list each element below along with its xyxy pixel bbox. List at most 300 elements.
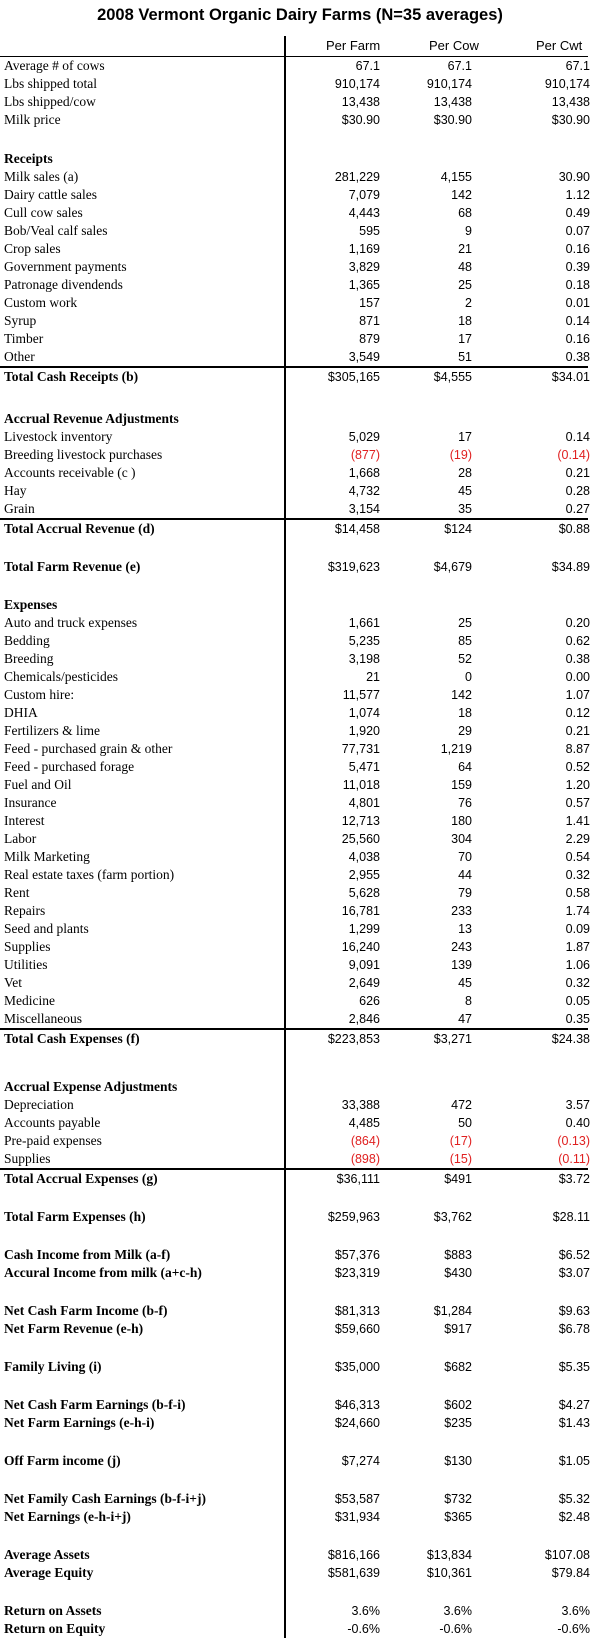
per-cow-value: 45 xyxy=(458,484,472,498)
row-label: Fertilizers & lime xyxy=(4,723,100,738)
per-cow-value: 28 xyxy=(458,466,472,480)
per-cow-value: 70 xyxy=(458,850,472,864)
per-cow-value: $4,679 xyxy=(433,560,472,574)
per-cwt-value: 1.06 xyxy=(565,958,590,972)
table-row xyxy=(0,168,600,186)
per-cow-value: 29 xyxy=(458,724,472,738)
per-farm-value: 67.1 xyxy=(355,59,380,73)
table-row xyxy=(0,1150,600,1168)
row-label: Rent xyxy=(4,885,30,900)
table-row xyxy=(0,1414,600,1432)
row-label: Fuel and Oil xyxy=(4,777,72,792)
row-label: Patronage divendends xyxy=(4,277,123,292)
per-cow-value: $491 xyxy=(444,1172,472,1186)
per-farm-value: 9,091 xyxy=(348,958,380,972)
per-cwt-value: 0.01 xyxy=(565,296,590,310)
per-cow-value: 142 xyxy=(451,688,472,702)
table-row xyxy=(0,204,600,222)
per-cwt-value: 0.40 xyxy=(565,1116,590,1130)
table-row xyxy=(0,111,600,129)
row-label: Bedding xyxy=(4,633,50,648)
per-cwt-value: 910,174 xyxy=(544,77,590,91)
per-cwt-value: $4.27 xyxy=(558,1398,590,1412)
per-farm-value: 12,713 xyxy=(341,814,380,828)
per-cwt-value: 0.20 xyxy=(565,616,590,630)
per-cwt-value: 1.20 xyxy=(565,778,590,792)
per-cwt-value: 3.57 xyxy=(565,1098,590,1112)
table-row xyxy=(0,1132,600,1150)
row-label: Supplies xyxy=(4,1151,51,1166)
table-row xyxy=(0,1490,600,1508)
table-row xyxy=(0,240,600,258)
per-farm-value: 4,038 xyxy=(348,850,380,864)
table-row xyxy=(0,93,600,111)
per-cow-value: 25 xyxy=(458,278,472,292)
per-cwt-value: 13,438 xyxy=(551,95,590,109)
per-cwt-value: $3.72 xyxy=(558,1172,590,1186)
table-row xyxy=(0,446,600,464)
per-cwt-value: 0.38 xyxy=(565,652,590,666)
per-cow-value: 9 xyxy=(465,224,472,238)
per-cow-value: $430 xyxy=(444,1266,472,1280)
table-row xyxy=(0,902,600,920)
per-cwt-value: (0.14) xyxy=(557,448,590,462)
table-row xyxy=(0,1396,600,1414)
per-cow-value: 17 xyxy=(458,332,472,346)
table-row xyxy=(0,1096,600,1114)
per-farm-value: 3,549 xyxy=(348,350,380,364)
per-cow-value: 25 xyxy=(458,616,472,630)
row-label: DHIA xyxy=(4,705,38,720)
per-cow-value: 910,174 xyxy=(426,77,472,91)
per-cow-value: $883 xyxy=(444,1248,472,1262)
per-farm-value: 4,801 xyxy=(348,796,380,810)
table-row xyxy=(0,1010,600,1028)
per-farm-value: 1,299 xyxy=(348,922,380,936)
per-farm-value: 281,229 xyxy=(334,170,380,184)
row-label: Off Farm income (j) xyxy=(4,1453,121,1468)
per-cow-value: $30.90 xyxy=(433,113,472,127)
per-farm-value: 157 xyxy=(359,296,380,310)
per-farm-value: 2,846 xyxy=(348,1012,380,1026)
row-label: Cash Income from Milk (a-f) xyxy=(4,1247,171,1262)
per-farm-value: 1,661 xyxy=(348,616,380,630)
per-farm-value: $581,639 xyxy=(327,1566,380,1580)
row-label: Other xyxy=(4,349,35,364)
row-label: Crop sales xyxy=(4,241,61,256)
row-label: Milk price xyxy=(4,112,61,127)
per-cwt-value: 0.49 xyxy=(565,206,590,220)
row-label: Net Cash Farm Earnings (b-f-i) xyxy=(4,1397,186,1412)
table-row xyxy=(0,294,600,312)
per-cow-value: $10,361 xyxy=(426,1566,472,1580)
per-farm-value: 77,731 xyxy=(341,742,380,756)
per-cow-value: 51 xyxy=(458,350,472,364)
per-farm-value: 11,018 xyxy=(342,778,380,792)
table-row xyxy=(0,650,600,668)
table-row xyxy=(0,428,600,446)
per-farm-value: 3,154 xyxy=(348,502,380,516)
per-farm-value: 13,438 xyxy=(341,95,380,109)
table-row xyxy=(0,992,600,1010)
per-farm-value: -0.6% xyxy=(347,1622,380,1636)
row-label: Accounts receivable (c ) xyxy=(4,465,136,480)
per-farm-value: 3,198 xyxy=(348,652,380,666)
row-label: Labor xyxy=(4,831,37,846)
per-cow-value: 85 xyxy=(458,634,472,648)
row-label: Accounts payable xyxy=(4,1115,101,1130)
per-cwt-value: 0.62 xyxy=(565,634,590,648)
per-cow-value: 35 xyxy=(458,502,472,516)
per-cwt-value: 0.39 xyxy=(565,260,590,274)
table-row xyxy=(0,1620,600,1638)
per-farm-value: 11,577 xyxy=(342,688,380,702)
per-farm-value: 1,668 xyxy=(348,466,380,480)
per-cwt-value: 0.16 xyxy=(565,242,590,256)
row-label: Syrup xyxy=(4,313,37,328)
per-cwt-value: $5.35 xyxy=(558,1360,590,1374)
per-cwt-value: $30.90 xyxy=(551,113,590,127)
per-cow-value: 3.6% xyxy=(443,1604,472,1618)
row-label: Custom hire: xyxy=(4,687,75,702)
per-farm-value: 5,029 xyxy=(348,430,380,444)
per-cow-value: $124 xyxy=(444,522,472,536)
per-farm-value: 3.6% xyxy=(351,1604,380,1618)
per-cow-value: 8 xyxy=(465,994,472,1008)
per-cwt-value: $24.38 xyxy=(551,1032,590,1046)
table-row xyxy=(0,776,600,794)
per-cow-value: 52 xyxy=(458,652,472,666)
row-label: Net Family Cash Earnings (b-f-i+j) xyxy=(4,1491,206,1506)
per-cwt-value: 1.87 xyxy=(565,940,590,954)
row-label: Supplies xyxy=(4,939,51,954)
per-farm-value: $31,934 xyxy=(334,1510,380,1524)
per-farm-value: 4,443 xyxy=(348,206,380,220)
table-row xyxy=(0,500,600,518)
per-farm-value: 4,485 xyxy=(348,1116,380,1130)
per-cwt-value: 30.90 xyxy=(558,170,590,184)
per-cwt-value: 1.41 xyxy=(565,814,590,828)
per-cow-value: 64 xyxy=(458,760,472,774)
per-farm-value: 879 xyxy=(359,332,380,346)
table-row xyxy=(0,668,600,686)
table-row xyxy=(0,704,600,722)
table-row xyxy=(0,1320,600,1338)
table-row xyxy=(0,938,600,956)
table-row xyxy=(0,1302,600,1320)
table-row xyxy=(0,330,600,348)
page-title: 2008 Vermont Organic Dairy Farms (N=35 averages) xyxy=(97,6,503,24)
row-label: Interest xyxy=(4,813,45,828)
per-farm-value: $259,963 xyxy=(327,1210,380,1224)
row-label: Bob/Veal calf sales xyxy=(4,223,108,238)
row-label: Total Farm Revenue (e) xyxy=(4,559,141,574)
table-row xyxy=(0,1564,600,1582)
table-row xyxy=(0,482,600,500)
table-row xyxy=(0,348,600,366)
row-label: Custom work xyxy=(4,295,78,310)
per-cwt-value: $28.11 xyxy=(552,1210,590,1224)
table-row xyxy=(0,464,600,482)
table-row xyxy=(0,312,600,330)
per-farm-value: $59,660 xyxy=(334,1322,380,1336)
per-cwt-value: 0.21 xyxy=(565,466,590,480)
per-cwt-value: $1.43 xyxy=(558,1416,590,1430)
row-label: Timber xyxy=(4,331,44,346)
per-cow-value: 17 xyxy=(458,430,472,444)
per-cow-value: 76 xyxy=(458,796,472,810)
row-label: Net Farm Earnings (e-h-i) xyxy=(4,1415,155,1430)
per-cwt-value: 0.54 xyxy=(565,850,590,864)
row-label: Medicine xyxy=(4,993,55,1008)
row-label: Chemicals/pesticides xyxy=(4,669,118,684)
per-cwt-value: 0.09 xyxy=(565,922,590,936)
table-row xyxy=(0,758,600,776)
per-cwt-value: 0.58 xyxy=(565,886,590,900)
per-cow-value: 4,155 xyxy=(440,170,472,184)
per-cwt-value: $5.32 xyxy=(558,1492,590,1506)
per-farm-value: $81,313 xyxy=(334,1304,380,1318)
per-cwt-value: $3.07 xyxy=(558,1266,590,1280)
per-farm-value: $35,000 xyxy=(334,1360,380,1374)
per-cwt-value: 0.38 xyxy=(565,350,590,364)
row-label: Net Earnings (e-h-i+j) xyxy=(4,1509,131,1524)
per-cwt-value: 1.12 xyxy=(565,188,590,202)
per-cow-value: 50 xyxy=(458,1116,472,1130)
per-cow-value: $917 xyxy=(444,1322,472,1336)
per-cow-value: 48 xyxy=(458,260,472,274)
per-farm-value: 16,240 xyxy=(341,940,380,954)
per-farm-value: 4,732 xyxy=(348,484,380,498)
per-cwt-value: 0.05 xyxy=(565,994,590,1008)
per-farm-value: $36,111 xyxy=(336,1172,380,1186)
row-label: Average # of cows xyxy=(4,58,105,73)
per-cwt-value: 2.29 xyxy=(565,832,590,846)
per-cwt-value: 67.1 xyxy=(565,59,590,73)
per-cow-value: 1,219 xyxy=(440,742,472,756)
table-row xyxy=(0,632,600,650)
row-label: Lbs shipped total xyxy=(4,76,97,91)
row-label: Average Assets xyxy=(4,1547,90,1562)
per-cwt-value: $1.05 xyxy=(558,1454,590,1468)
row-label: Livestock inventory xyxy=(4,429,113,444)
table-row xyxy=(0,830,600,848)
table-row xyxy=(0,75,600,93)
per-cow-value: $235 xyxy=(444,1416,472,1430)
table-row xyxy=(0,956,600,974)
table-row xyxy=(0,1358,600,1376)
per-cow-value: 44 xyxy=(458,868,472,882)
per-farm-value: 2,955 xyxy=(348,868,380,882)
per-cwt-value: 0.18 xyxy=(565,278,590,292)
per-cwt-value: 0.52 xyxy=(565,760,590,774)
per-cow-value: 180 xyxy=(451,814,472,828)
per-cow-value: 68 xyxy=(458,206,472,220)
per-farm-value: 1,169 xyxy=(348,242,380,256)
per-cow-value: $3,762 xyxy=(433,1210,472,1224)
per-cwt-value: $34.89 xyxy=(551,560,590,574)
per-farm-value: 3,829 xyxy=(348,260,380,274)
per-cwt-value: 0.32 xyxy=(565,976,590,990)
per-cow-value: 18 xyxy=(458,314,472,328)
per-farm-value: $53,587 xyxy=(334,1492,380,1506)
per-cwt-value: 8.87 xyxy=(565,742,590,756)
row-label: Accrual Expense Adjustments xyxy=(4,1079,178,1094)
section-heading xyxy=(0,596,600,614)
table-row xyxy=(0,812,600,830)
row-label: Lbs shipped/cow xyxy=(4,94,96,109)
per-cow-value: 18 xyxy=(458,706,472,720)
per-cwt-value: 1.07 xyxy=(565,688,590,702)
per-farm-value: $23,319 xyxy=(334,1266,380,1280)
table-row xyxy=(0,1602,600,1620)
section-heading xyxy=(0,1078,600,1096)
table-row xyxy=(0,848,600,866)
per-cow-value: $602 xyxy=(444,1398,472,1412)
row-label: Accural Income from milk (a+c-h) xyxy=(4,1265,202,1280)
row-label: Total Accrual Revenue (d) xyxy=(4,521,155,536)
table-row xyxy=(0,614,600,632)
per-farm-value: 2,649 xyxy=(348,976,380,990)
table-row xyxy=(0,1452,600,1470)
table-row xyxy=(0,794,600,812)
per-farm-value: 33,388 xyxy=(341,1098,380,1112)
table-row xyxy=(0,1546,600,1564)
per-cow-value: 472 xyxy=(451,1098,472,1112)
per-cwt-value: (0.11) xyxy=(558,1152,590,1166)
per-cow-value: 45 xyxy=(458,976,472,990)
per-cow-value: $4,555 xyxy=(433,370,472,384)
per-farm-value: 1,074 xyxy=(348,706,380,720)
row-label: Hay xyxy=(4,483,27,498)
table-row xyxy=(0,186,600,204)
row-label: Breeding xyxy=(4,651,54,666)
per-farm-value: $24,660 xyxy=(334,1416,380,1430)
per-cwt-value: 1.74 xyxy=(565,904,590,918)
per-cow-value: $130 xyxy=(444,1454,472,1468)
per-cow-value: 233 xyxy=(451,904,472,918)
per-cwt-value: 0.27 xyxy=(565,502,590,516)
per-farm-value: 626 xyxy=(359,994,380,1008)
per-cow-value: 0 xyxy=(465,670,472,684)
row-label: Total Farm Expenses (h) xyxy=(4,1209,146,1224)
row-label: Feed - purchased grain & other xyxy=(4,741,173,756)
per-farm-value: 25,560 xyxy=(341,832,380,846)
table-row xyxy=(0,1246,600,1264)
row-label: Seed and plants xyxy=(4,921,89,936)
row-label: Utilities xyxy=(4,957,48,972)
per-cwt-value: (0.13) xyxy=(557,1134,590,1148)
table-row xyxy=(0,920,600,938)
per-cwt-value: 0.07 xyxy=(565,224,590,238)
per-cow-value: 47 xyxy=(458,1012,472,1026)
table-row xyxy=(0,740,600,758)
per-cwt-value: 0.16 xyxy=(565,332,590,346)
per-cwt-value: 0.14 xyxy=(565,430,590,444)
per-cow-value: $3,271 xyxy=(433,1032,472,1046)
per-farm-value: (877) xyxy=(350,448,380,462)
total-row xyxy=(0,368,600,386)
per-cow-value: 67.1 xyxy=(447,59,472,73)
row-label: Vet xyxy=(4,975,22,990)
table-row xyxy=(0,866,600,884)
per-farm-value: $305,165 xyxy=(327,370,380,384)
per-farm-value: (898) xyxy=(350,1152,380,1166)
column-header-per-farm: Per Farm xyxy=(326,38,381,53)
per-cow-value: $13,834 xyxy=(426,1548,472,1562)
table-row xyxy=(0,1114,600,1132)
per-cow-value: 79 xyxy=(458,886,472,900)
per-cow-value: 21 xyxy=(458,242,472,256)
total-row xyxy=(0,1170,600,1188)
per-cwt-value: 3.6% xyxy=(561,1604,590,1618)
row-label: Family Living (i) xyxy=(4,1359,102,1374)
per-farm-value: 1,365 xyxy=(348,278,380,292)
per-cow-value: 2 xyxy=(465,296,472,310)
row-label: Depreciation xyxy=(4,1097,74,1112)
total-row xyxy=(0,520,600,538)
per-cwt-value: 0.21 xyxy=(565,724,590,738)
row-label: Auto and truck expenses xyxy=(4,615,138,630)
row-label: Receipts xyxy=(4,151,53,166)
row-label: Grain xyxy=(4,501,35,516)
row-label: Milk sales (a) xyxy=(4,169,79,184)
per-cwt-value: 0.14 xyxy=(565,314,590,328)
table-row xyxy=(0,258,600,276)
per-farm-value: $57,376 xyxy=(334,1248,380,1262)
per-cow-value: $365 xyxy=(444,1510,472,1524)
per-cwt-value: 0.28 xyxy=(565,484,590,498)
table-row xyxy=(0,222,600,240)
table-row xyxy=(0,1508,600,1526)
row-label: Net Farm Revenue (e-h) xyxy=(4,1321,144,1336)
row-label: Return on Equity xyxy=(4,1621,106,1636)
per-cwt-value: $34.01 xyxy=(551,370,590,384)
per-cow-value: (17) xyxy=(449,1134,472,1148)
per-cow-value: (19) xyxy=(449,448,472,462)
table-row xyxy=(0,722,600,740)
per-farm-value: 5,628 xyxy=(348,886,380,900)
per-cow-value: $1,284 xyxy=(433,1304,472,1318)
column-headers xyxy=(0,38,600,55)
per-cwt-value: 0.57 xyxy=(565,796,590,810)
per-farm-value: 1,920 xyxy=(348,724,380,738)
row-label: Total Accrual Expenses (g) xyxy=(4,1171,158,1186)
per-farm-value: $14,458 xyxy=(334,522,380,536)
section-heading xyxy=(0,150,600,168)
row-label: Feed - purchased forage xyxy=(4,759,135,774)
per-cwt-value: 0.12 xyxy=(565,706,590,720)
column-header-per-cwt: Per Cwt xyxy=(536,38,583,53)
per-cwt-value: 0.35 xyxy=(565,1012,590,1026)
per-cow-value: 304 xyxy=(451,832,472,846)
table-row xyxy=(0,558,600,576)
table-row xyxy=(0,686,600,704)
row-label: Insurance xyxy=(4,795,57,810)
table-row xyxy=(0,57,600,75)
per-farm-value: $816,166 xyxy=(327,1548,380,1562)
per-farm-value: 910,174 xyxy=(334,77,380,91)
row-label: Total Cash Receipts (b) xyxy=(4,369,139,384)
row-label: Government payments xyxy=(4,259,127,274)
per-farm-value: 21 xyxy=(366,670,380,684)
per-cwt-value: $107.08 xyxy=(544,1548,590,1562)
per-cow-value: 142 xyxy=(451,188,472,202)
row-label: Miscellaneous xyxy=(4,1011,82,1026)
per-farm-value: $30.90 xyxy=(341,113,380,127)
row-label: Total Cash Expenses (f) xyxy=(4,1031,140,1046)
per-cow-value: 13,438 xyxy=(433,95,472,109)
